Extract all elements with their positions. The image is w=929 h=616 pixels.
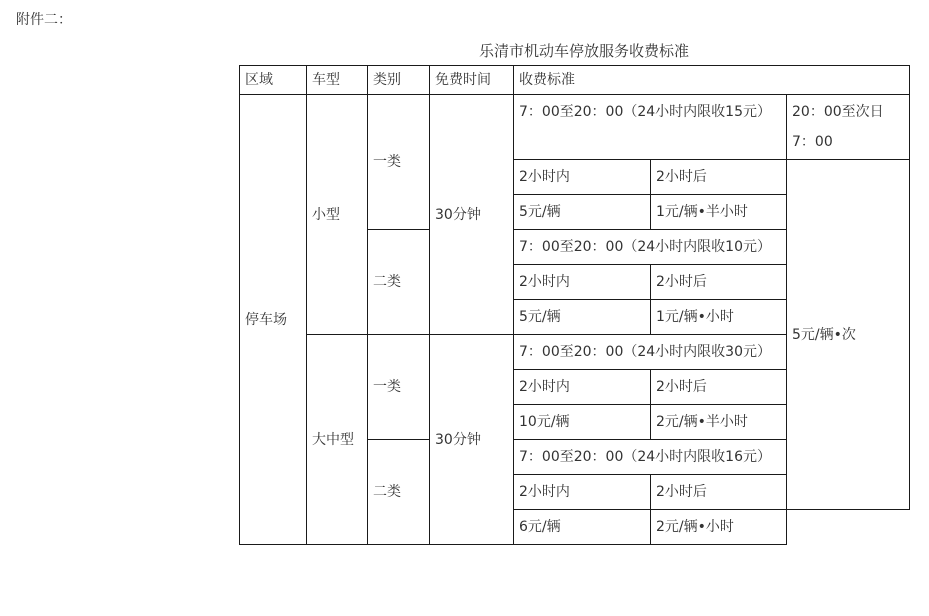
within-fee-cell: 10元/辆 <box>514 405 651 440</box>
class-cell: 二类 <box>368 230 430 335</box>
night-fee-cell: 5元/辆•次 <box>787 160 910 510</box>
header-row <box>240 66 910 95</box>
after-fee-cell: 1元/辆•半小时 <box>651 195 787 230</box>
page-title: 乐清市机动车停放服务收费标准 <box>479 42 690 60</box>
class-cell: 一类 <box>368 335 430 440</box>
after-label-cell: 2小时后 <box>651 160 787 195</box>
daytime-cell: 7：00至20：00（24小时内限收30元） <box>514 335 787 370</box>
daytime-cell: 7：00至20：00（24小时内限收10元） <box>514 230 787 265</box>
within-fee-cell: 5元/辆 <box>514 300 651 335</box>
vehicle-cell: 小型 <box>307 95 368 335</box>
after-fee-cell: 2元/辆•小时 <box>651 510 787 545</box>
area-cell: 停车场 <box>240 95 307 545</box>
within-label-cell: 2小时内 <box>514 160 651 195</box>
class-cell: 二类 <box>368 440 430 545</box>
after-label-cell: 2小时后 <box>651 370 787 405</box>
after-fee-cell: 1元/辆•小时 <box>651 300 787 335</box>
daytime-cell: 7：00至20：00（24小时内限收15元） <box>514 95 787 160</box>
header-area: 区域 <box>240 66 307 95</box>
free-time-cell: 30分钟 <box>430 335 514 545</box>
header-vehicle: 车型 <box>307 66 368 95</box>
within-label-cell: 2小时内 <box>514 475 651 510</box>
header-category: 类别 <box>368 66 430 95</box>
header-free-time: 免费时间 <box>430 66 514 95</box>
daytime-cell: 7：00至20：00（24小时内限收16元） <box>514 440 787 475</box>
after-label-cell: 2小时后 <box>651 265 787 300</box>
free-time-cell: 30分钟 <box>430 95 514 335</box>
within-fee-cell: 6元/辆 <box>514 510 651 545</box>
table-row <box>240 95 910 160</box>
after-fee-cell: 2元/辆•半小时 <box>651 405 787 440</box>
within-label-cell: 2小时内 <box>514 370 651 405</box>
within-fee-cell: 5元/辆 <box>514 195 651 230</box>
header-fee-standard: 收费标准 <box>514 66 910 95</box>
attachment-label: 附件二： <box>16 12 72 28</box>
fee-table <box>239 65 910 545</box>
vehicle-cell: 大中型 <box>307 335 368 545</box>
night-time-cell: 20：00至次日7：00 <box>787 95 910 160</box>
class-cell: 一类 <box>368 95 430 230</box>
after-label-cell: 2小时后 <box>651 475 787 510</box>
within-label-cell: 2小时内 <box>514 265 651 300</box>
